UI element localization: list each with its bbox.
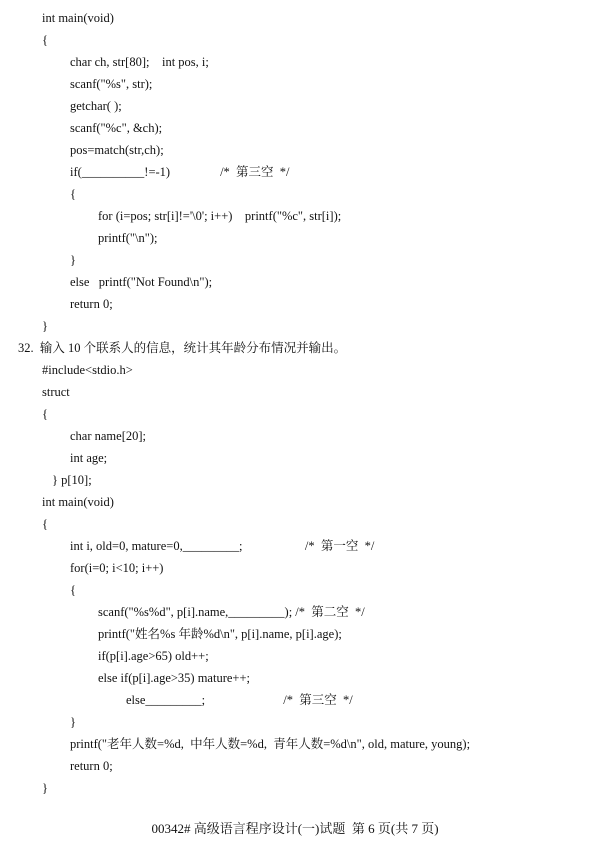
page-footer: 00342# 高级语言程序设计(一)试题 第 6 页(共 7 页): [151, 821, 439, 836]
code-line: for (i=pos; str[i]!='\0'; i++) printf("%c", str[i]);: [98, 209, 342, 223]
code-line: char ch, str[80]; int pos, i;: [70, 55, 209, 69]
code-line: else if(p[i].age>35) mature++;: [98, 671, 250, 685]
code-line: getchar( );: [70, 99, 122, 113]
code-line: return 0;: [70, 759, 113, 773]
code-line: printf("老年人数=%d, 中年人数=%d, 青年人数=%d\n", old, mature, young);: [70, 737, 471, 751]
code-line: }: [70, 253, 76, 267]
code-line: int age;: [70, 451, 108, 465]
code-line-blank-3: if(__________!=-1) /* 第三空 */: [70, 165, 290, 179]
code-line: pos=match(str,ch);: [70, 143, 164, 157]
code-line: scanf("%c", &ch);: [70, 121, 163, 135]
code-line: scanf("%s", str);: [70, 77, 153, 91]
code-line-blank-1: int i, old=0, mature=0,_________; /* 第一空 */: [70, 539, 375, 553]
code-line: #include<stdio.h>: [42, 363, 133, 377]
code-line: }: [42, 781, 48, 795]
code-line: return 0;: [70, 297, 113, 311]
code-line: }: [42, 319, 48, 333]
code-line: printf("\n");: [98, 231, 158, 245]
code-line-blank-3: else_________; /* 第三空 */: [126, 693, 353, 707]
code-line: } p[10];: [52, 473, 92, 487]
code-line: {: [42, 407, 48, 421]
code-line-blank-2: scanf("%s%d", p[i].name,_________); /* 第二空 */: [98, 605, 365, 619]
code-line: }: [70, 715, 76, 729]
code-line: {: [42, 33, 48, 47]
code-line: for(i=0; i<10; i++): [70, 561, 164, 575]
code-line: int main(void): [42, 495, 114, 509]
code-line: {: [42, 517, 48, 531]
code-line: {: [70, 187, 76, 201]
code-line: struct: [42, 385, 70, 399]
question-32-title: 32. 输入 10 个联系人的信息，统计其年龄分布情况并输出。: [18, 341, 347, 355]
code-line: else printf("Not Found\n");: [70, 275, 213, 289]
code-line: {: [70, 583, 76, 597]
code-line: printf("姓名%s 年龄%d\n", p[i].name, p[i].age);: [98, 627, 342, 641]
code-line: if(p[i].age>65) old++;: [98, 649, 209, 663]
code-line: int main(void): [42, 11, 114, 25]
code-line: char name[20];: [70, 429, 147, 443]
